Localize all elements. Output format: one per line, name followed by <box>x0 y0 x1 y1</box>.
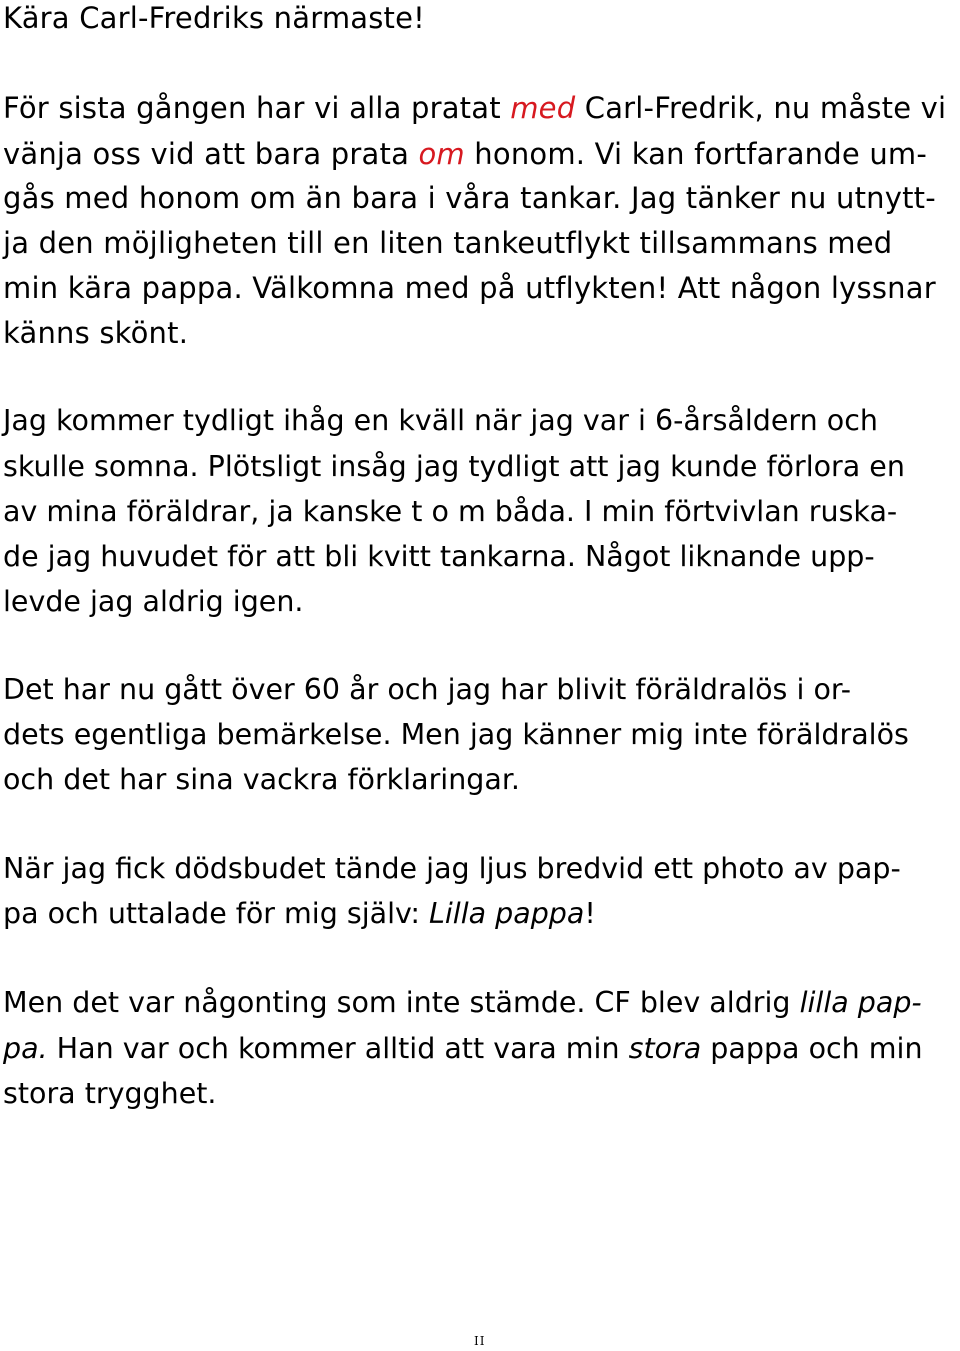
paragraph-1-line-1 <box>3 91 947 125</box>
text-span: Han var och kommer alltid att vara min <box>47 1032 629 1065</box>
paragraph-2-line-3: av mina föräldrar, ja kanske t o m båda. I min förtvivlan ruska- <box>3 495 898 528</box>
emphasis-med: med <box>510 91 576 125</box>
paragraph-5-line-2 <box>3 1032 923 1065</box>
text-span: pappa och min <box>701 1032 923 1065</box>
paragraph-1-line-5: min kära pappa. Välkomna med på utflykten! Att någon lyssnar <box>3 271 936 305</box>
paragraph-2-line-2: skulle somna. Plötsligt insåg jag tydligt att jag kunde förlora en <box>3 450 905 483</box>
text-span: Men det var någonting som inte stämde. CF blev aldrig <box>3 986 800 1019</box>
paragraph-2-line-4: de jag huvudet för att bli kvitt tankarna. Något liknande upp- <box>3 540 875 573</box>
emphasis-stora: stora <box>628 1032 702 1065</box>
paragraph-4-line-2 <box>3 897 596 930</box>
paragraph-1-line-3: gås med honom om än bara i våra tankar. Jag tänker nu utnytt- <box>3 181 936 215</box>
paragraph-1-line-4: ja den möjligheten till en liten tankeutflykt tillsammans med <box>3 226 893 260</box>
paragraph-3-line-2: dets egentliga bemärkelse. Men jag känner mig inte föräldralös <box>3 718 909 751</box>
text-span: För sista gången har vi alla pratat <box>3 91 511 125</box>
emphasis-pa: pa. <box>3 1032 48 1065</box>
emphasis-lilla-pap: lilla pap- <box>799 986 922 1019</box>
text-span: ! <box>584 897 596 930</box>
text-span: pa och uttalade för mig själv: <box>3 897 429 930</box>
emphasis-om: om <box>418 137 465 171</box>
paragraph-3-line-3: och det har sina vackra förklaringar. <box>3 763 520 796</box>
paragraph-5-line-1 <box>3 986 922 1019</box>
paragraph-2-line-5: levde jag aldrig igen. <box>3 585 304 618</box>
paragraph-1-line-2 <box>3 137 928 171</box>
greeting-line: Kära Carl-Fredriks närmaste! <box>3 1 425 35</box>
paragraph-1-line-6: känns skönt. <box>3 316 189 350</box>
paragraph-3-line-1: Det har nu gått över 60 år och jag har blivit föräldralös i or- <box>3 673 852 706</box>
paragraph-5-line-3: stora trygghet. <box>3 1077 217 1110</box>
text-span: Carl-Fredrik, nu måste vi <box>575 91 947 125</box>
paragraph-4-line-1: När jag fick dödsbudet tände jag ljus bredvid ett photo av pap- <box>3 852 901 885</box>
emphasis-lilla-pappa: Lilla pappa <box>428 897 585 930</box>
text-span: honom. Vi kan fortfarande um- <box>464 137 928 171</box>
page-number: II <box>474 1334 486 1348</box>
paragraph-2-line-1: Jag kommer tydligt ihåg en kväll när jag var i 6-årsåldern och <box>3 404 878 437</box>
text-span: vänja oss vid att bara prata <box>3 137 419 171</box>
